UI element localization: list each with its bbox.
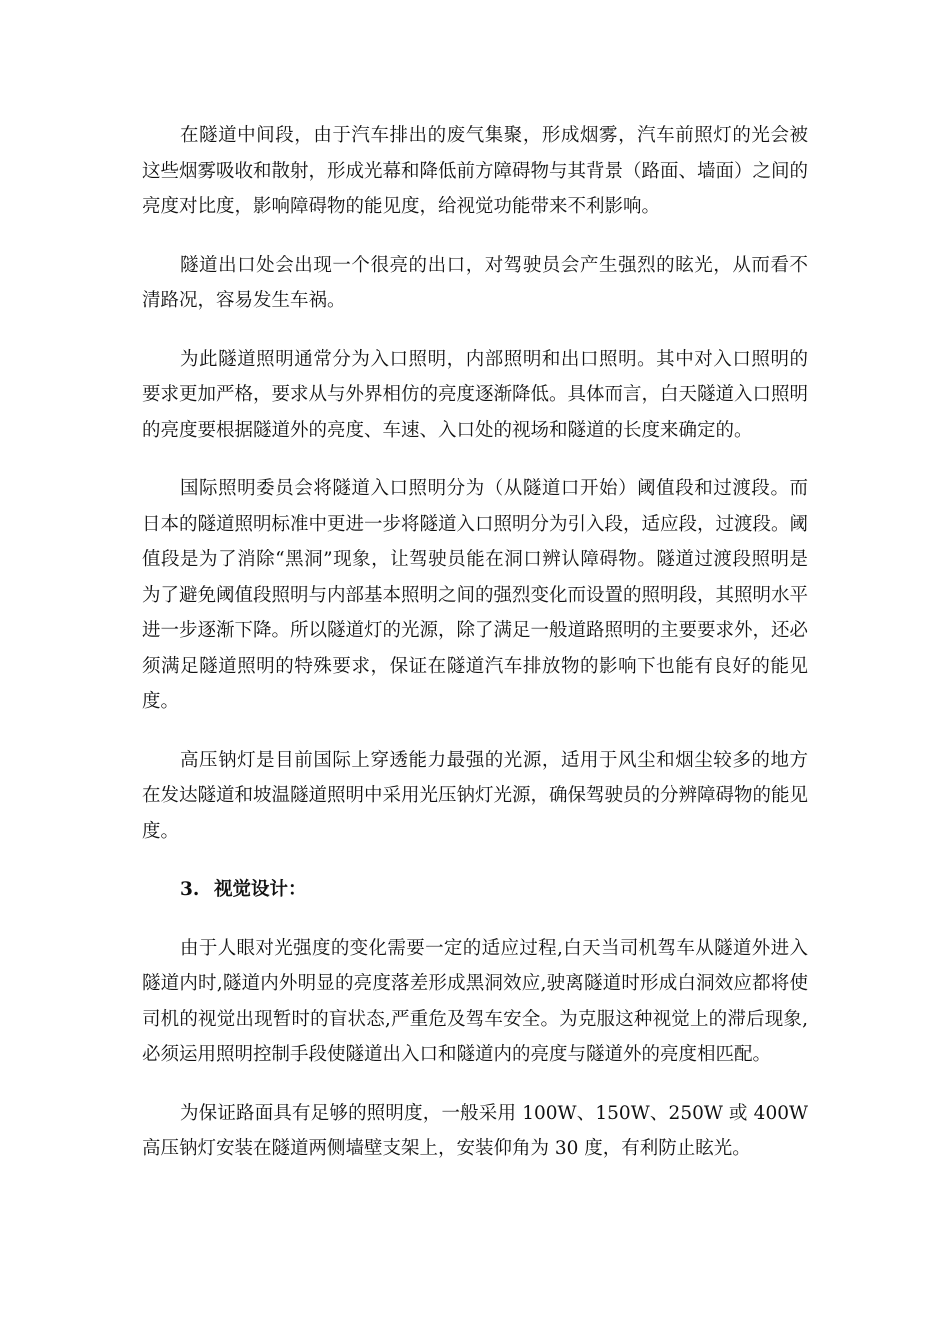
document-page: [142, 118, 808, 1190]
paragraph-black-white-hole-effect: 由于人眼对光强度的变化需要一定的适应过程,白天当司机驾车从隧道外进入隧道内时,隧道内外明显的亮度落差形成黑洞效应,驶离隧道时形成白洞效应都将使司机的视觉出现暂时的盲状态,严重危及驾车安全。为克服这种视觉上的滞后现象,必须运用照明控制手段使隧道出入口和隧道内的亮度与隧道外的亮度相匹配。: [142, 937, 808, 1065]
paragraph-exit-glare: 隧道出口处会出现一个很亮的出口，对驾驶员会产生强烈的眩光，从而看不清路况，容易发生车祸。: [142, 254, 808, 311]
section-heading-visual-design: [142, 872, 808, 908]
paragraph-lighting-zones: 为此隧道照明通常分为入口照明，内部照明和出口照明。其中对入口照明的要求更加严格，要求从与外界相仿的亮度逐渐降低。具体而言，白天隧道入口照明的亮度要根据隧道外的亮度、车速、入口处的视场和隧道的长度来确定的。: [142, 348, 809, 441]
section-title: 视觉设计：: [214, 879, 307, 900]
paragraph-middle-section-smog: 在隧道中间段，由于汽车排出的废气集聚，形成烟雾，汽车前照灯的光会被这些烟雾吸收和散射，形成光幕和降低前方障碍物与其背景（路面、墙面）之间的亮度对比度，影响障碍物的能见度，给视觉功能带来不利影响。: [142, 125, 809, 217]
paragraph-cie-threshold-transition: 国际照明委员会将隧道入口照明分为（从隧道口开始）阈值段和过渡段。而日本的隧道照明标准中更进一步将隧道入口照明分为引入段，适应段，过渡段。阈值段是为了消除“黑洞”现象，让驾驶员能在洞口辨认障碍物。隧道过渡段照明是为了避免阈值段照明与内部基本照明之间的强烈变化而设置的照明段，其照明水平进一步逐渐下降。所以隧道灯的光源，除了满足一般道路照明的主要要求外，还必须满足隧道照明的特殊要求，保证在隧道汽车排放物的影响下也能有良好的能见度。: [142, 478, 809, 712]
paragraph-lamp-installation: 为保证路面具有足够的照明度，一般采用 100W、150W、250W 或 400W 高压钠灯安装在隧道两侧墙壁支架上，安装仰角为 30 度，有利防止眩光。: [142, 1102, 808, 1159]
section-number: 3.: [180, 879, 200, 900]
paragraph-sodium-lamp: 高压钠灯是目前国际上穿透能力最强的光源，适用于风尘和烟尘较多的地方在发达隧道和坡温隧道照明中采用光压钠灯光源，确保驾驶员的分辨障碍物的能见度。: [142, 749, 809, 842]
